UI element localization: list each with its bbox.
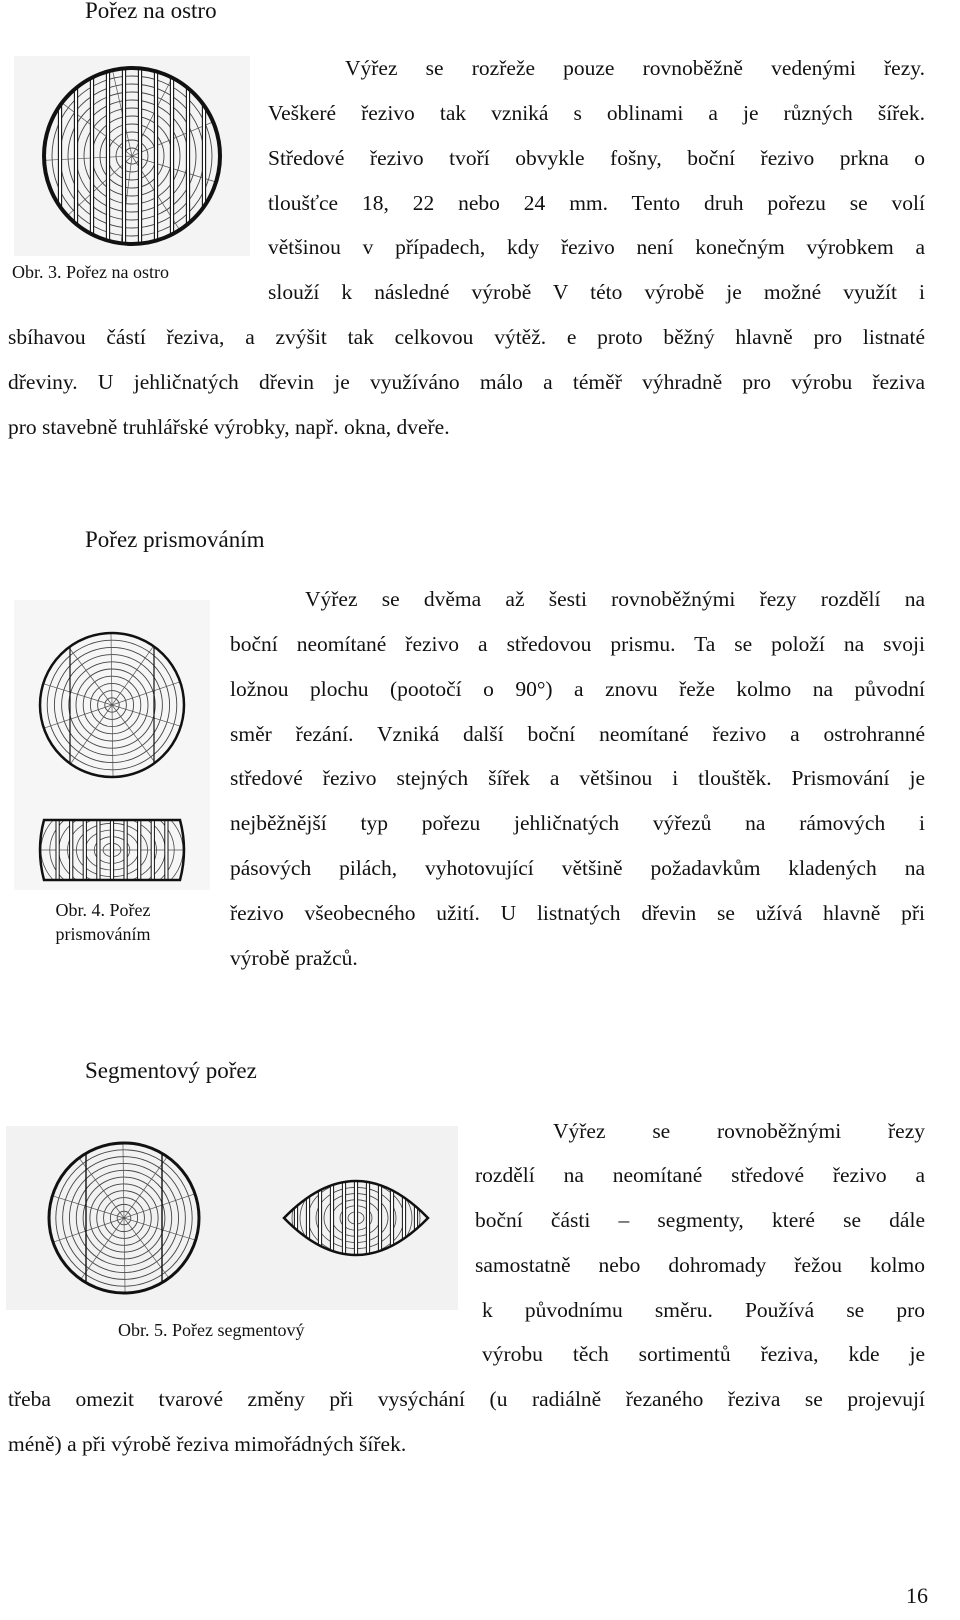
text-line: Výřez se rozřeže pouze rovnoběžně vedenými řezy. bbox=[345, 56, 925, 80]
figure-caption-4-line2: prismováním bbox=[55, 924, 151, 944]
figure-porez-segmentovy bbox=[6, 1126, 458, 1310]
figure-caption-4 bbox=[18, 898, 188, 946]
text-line: řezivo všeobecného užití. U listnatých dřevin se užívá hlavně při bbox=[230, 901, 925, 925]
section-heading-prismovanim: Pořez prismováním bbox=[85, 527, 265, 552]
figure-porez-prismovanim bbox=[14, 600, 210, 890]
text-line: pro stavebně truhlářské výrobky, např. okna, dveře. bbox=[8, 415, 450, 439]
text-line: výrobě pražců. bbox=[230, 946, 358, 970]
text-line: středové řezivo stejných šířek a většinou i tlouštěk. Prismování je bbox=[230, 766, 925, 790]
text-line: slouží k následné výrobě V této výrobě je možné využít i bbox=[268, 280, 925, 304]
text-line: Výřez se rovnoběžnými řezy bbox=[553, 1119, 925, 1143]
section-heading-segmentovy: Segmentový pořez bbox=[85, 1058, 257, 1083]
figure-porez-na-ostro bbox=[14, 56, 250, 256]
text-line: pásových pilách, vyhotovující většině požadavkům kladených na bbox=[230, 856, 925, 880]
text-line: k původnímu směru. Používá se pro bbox=[482, 1298, 925, 1322]
figure-caption-3: Obr. 3. Pořez na ostro bbox=[12, 262, 169, 282]
text-line: samostatně nebo dohromady řežou kolmo bbox=[475, 1253, 925, 1277]
text-line: sbíhavou částí řeziva, a zvýšit tak celkovou výtěž. e proto běžný hlavně pro listnaté bbox=[8, 325, 925, 349]
text-line: boční neomítané řezivo a středovou prismu. Ta se položí na svoji bbox=[230, 632, 925, 656]
page-number: 16 bbox=[906, 1583, 928, 1608]
text-line: nejběžnější typ pořezu jehličnatých výřezů na rámových i bbox=[230, 811, 925, 835]
text-line: ložnou plochu (pootočí o 90°) a znovu řeže kolmo na původní bbox=[230, 677, 925, 701]
text-line: třeba omezit tvarové změny při vysýchání (u radiálně řezaného řeziva se projevují bbox=[8, 1387, 925, 1411]
text-line: směr řezání. Vzniká další boční neomítané řezivo a ostrohranné bbox=[230, 722, 925, 746]
text-line: tloušťce 18, 22 nebo 24 mm. Tento druh pořezu se volí bbox=[268, 191, 925, 215]
section-heading-na-ostro: Pořez na ostro bbox=[85, 0, 217, 23]
figure-caption-4-line1: Obr. 4. Pořez bbox=[55, 900, 151, 920]
text-line: méně) a při výrobě řeziva mimořádných šířek. bbox=[8, 1432, 407, 1456]
figure-caption-5: Obr. 5. Pořez segmentový bbox=[118, 1320, 305, 1340]
text-line: Středové řezivo tvoří obvykle fošny, boční řezivo prkna o bbox=[268, 146, 925, 170]
text-line: Výřez se dvěma až šesti rovnoběžnými řezy rozdělí na bbox=[305, 587, 925, 611]
text-line: Veškeré řezivo tak vzniká s oblinami a je různých šířek. bbox=[268, 101, 925, 125]
text-line: výrobu těch sortimentů řeziva, kde je bbox=[482, 1342, 925, 1366]
text-line: většinou v případech, kdy řezivo není konečným výrobkem a bbox=[268, 235, 925, 259]
text-line: rozdělí na neomítané středové řezivo a bbox=[475, 1163, 925, 1187]
text-line: boční části – segmenty, které se dále bbox=[475, 1208, 925, 1232]
text-line: dřeviny. U jehličnatých dřevin je využíváno málo a téměř výhradně pro výrobu řeziva bbox=[8, 370, 925, 394]
